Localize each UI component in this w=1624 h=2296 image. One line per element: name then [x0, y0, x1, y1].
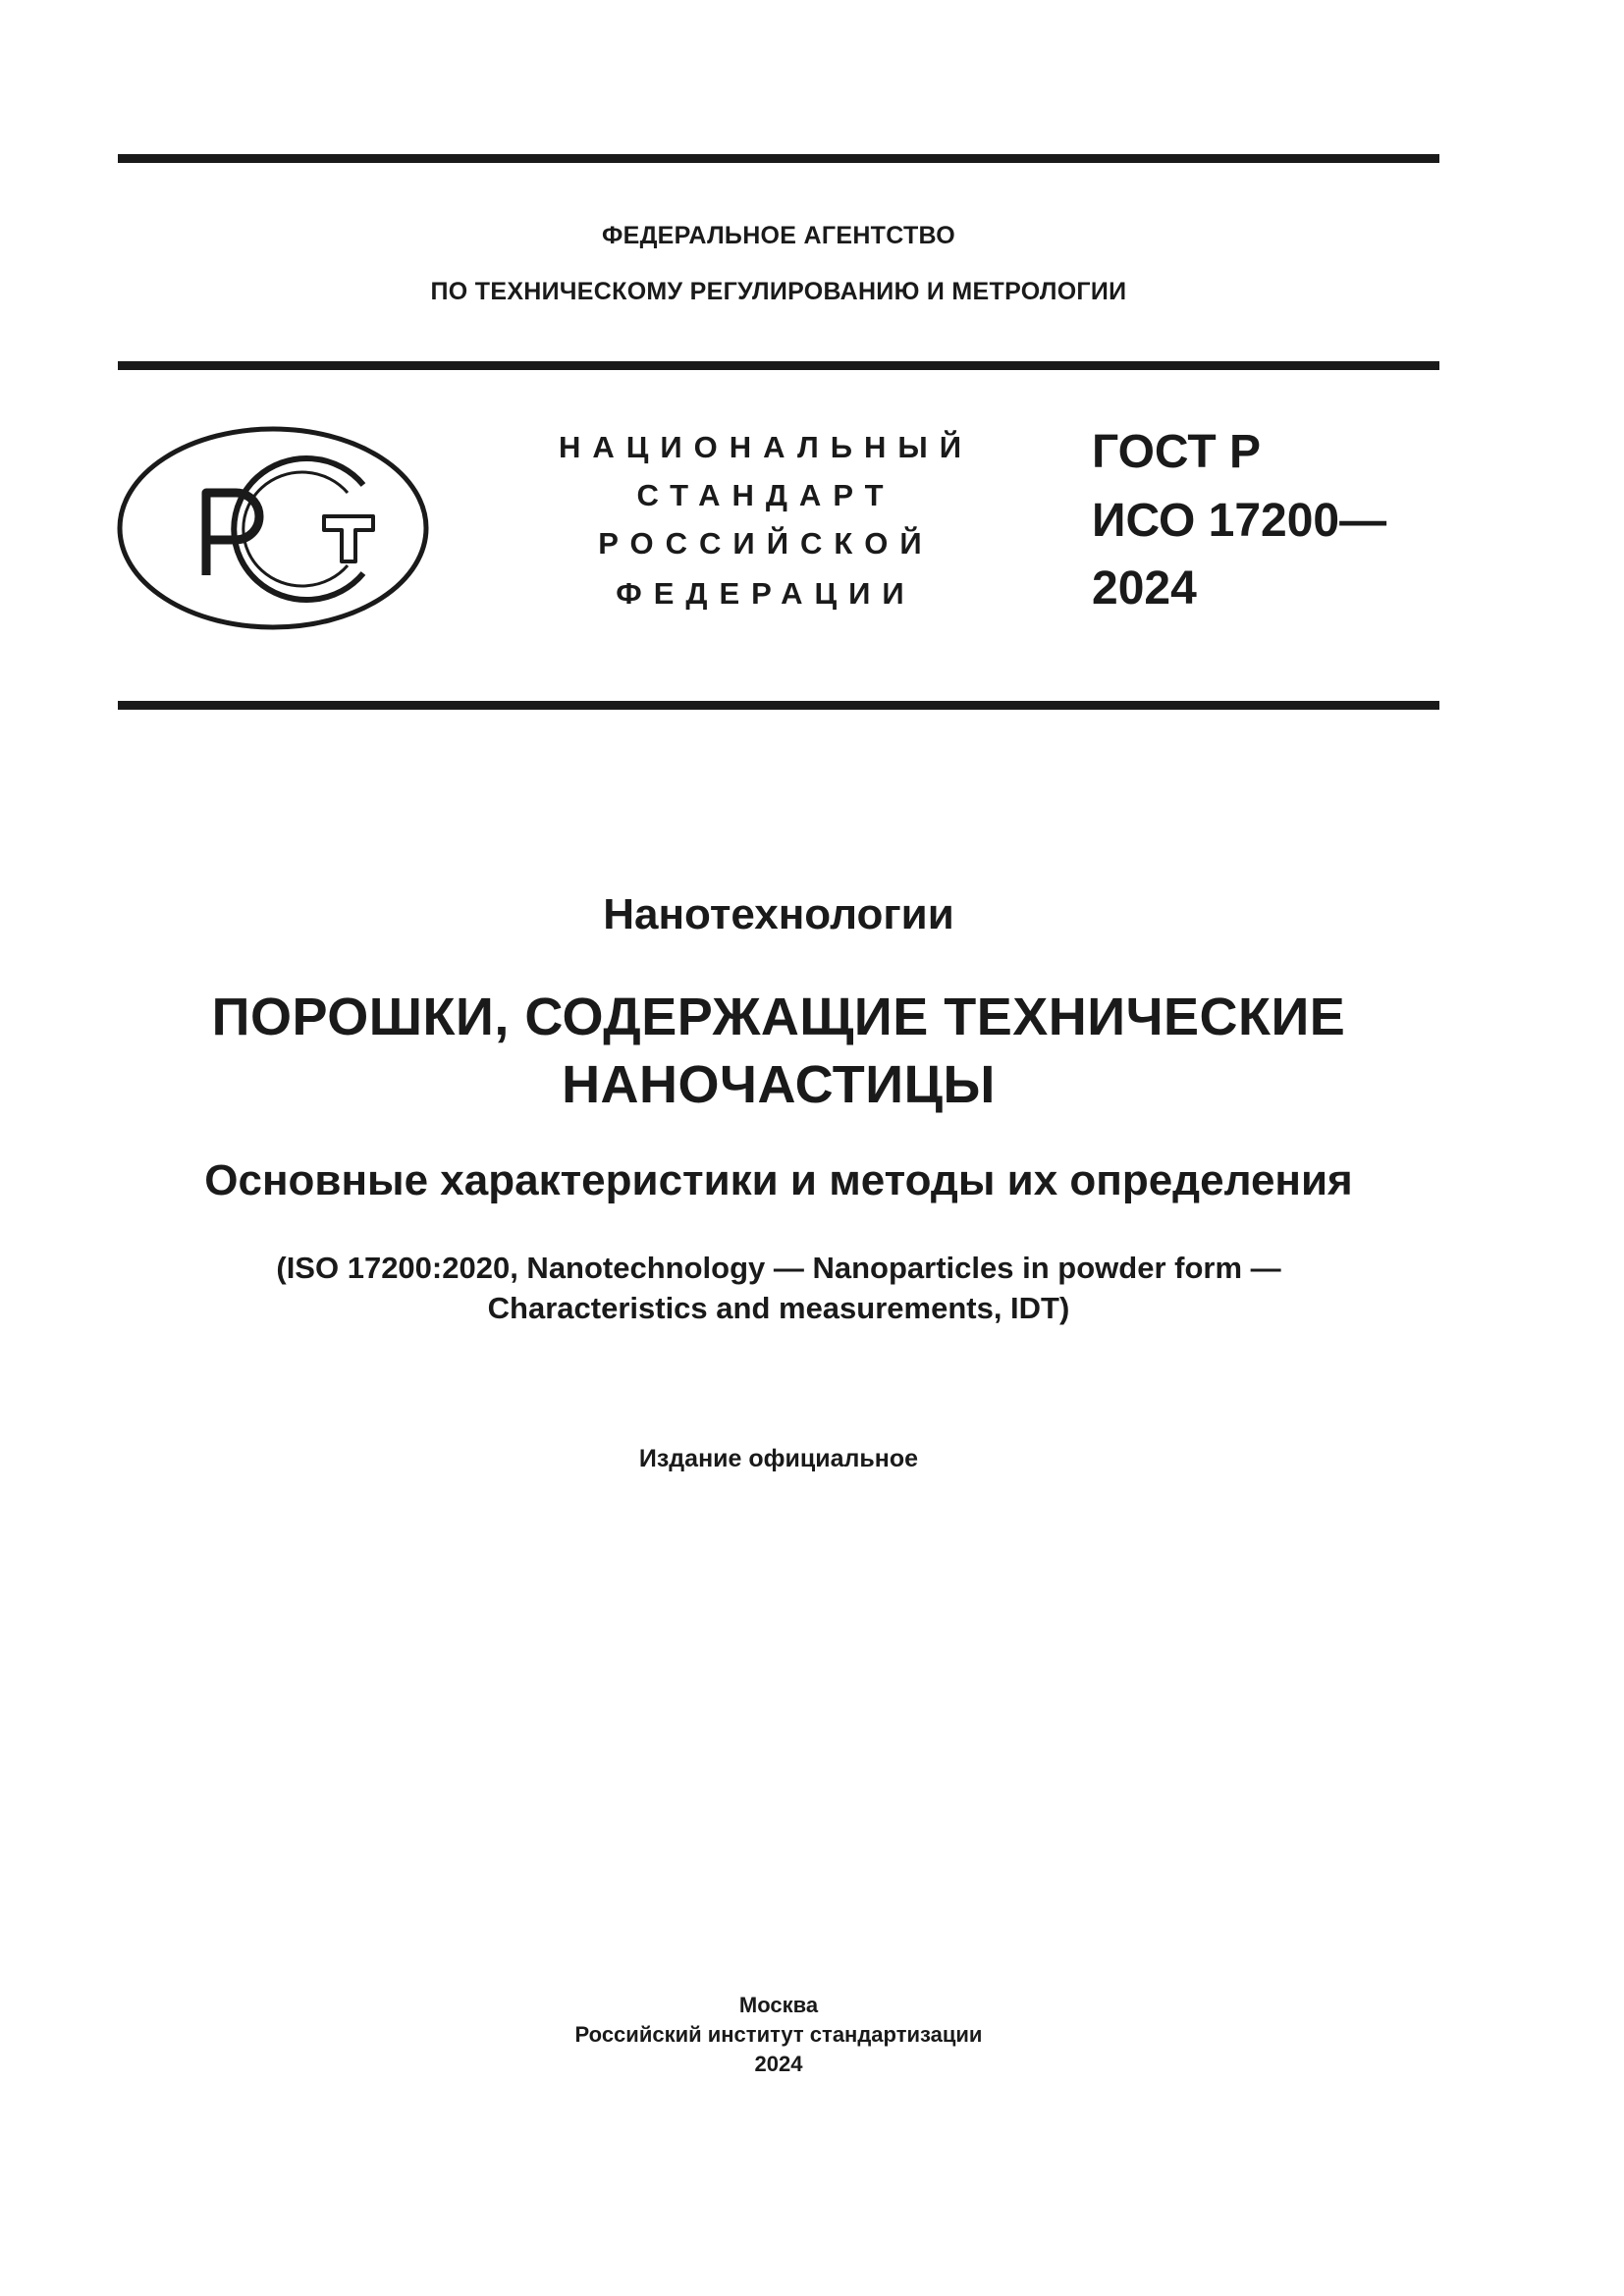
standard-type-line-3: РОССИЙСКОЙ	[598, 526, 934, 561]
designation-line-1: ГОСТ Р	[1092, 426, 1262, 478]
subtitle: Основные характеристики и методы их определения	[204, 1156, 1353, 1204]
agency-line-1: ФЕДЕРАЛЬНОЕ АГЕНТСТВО	[601, 222, 956, 249]
standard-type-line-1: НАЦИОНАЛЬНЫЙ	[558, 430, 974, 464]
agency-line-2: ПО ТЕХНИЧЕСКОМУ РЕГУЛИРОВАНИЮ И МЕТРОЛОГИИ	[430, 278, 1127, 305]
top-rule	[118, 154, 1439, 163]
original-standard-line-1: (ISO 17200:2020, Nanotechnology — Nanoparticles in powder form —	[276, 1251, 1281, 1285]
main-title-line-1: ПОРОШКИ, СОДЕРЖАЩИЕ ТЕХНИЧЕСКИЕ	[211, 988, 1346, 1046]
edition-label: Издание официальное	[638, 1445, 919, 1472]
designation-line-3: 2024	[1092, 562, 1197, 614]
original-standard-line-2: Characteristics and measurements, IDT)	[487, 1291, 1070, 1325]
logo-t-letter	[324, 516, 373, 561]
header-rule	[118, 361, 1439, 370]
main-title-line-2: НАНОЧАСТИЦЫ	[562, 1055, 996, 1114]
logo-outer-ellipse	[120, 429, 426, 627]
standard-type-line-4: ФЕДЕРАЦИИ	[616, 576, 916, 611]
imprint-city: Москва	[738, 1993, 819, 2017]
subject-heading: Нанотехнологии	[603, 890, 954, 938]
title-block-rule	[118, 701, 1439, 710]
imprint-year: 2024	[754, 2052, 803, 2076]
standard-type-line-2: СТАНДАРТ	[636, 478, 895, 512]
rst-logo-icon	[116, 424, 430, 632]
designation-line-2: ИСО 17200—	[1092, 495, 1387, 547]
imprint-publisher: Российский институт стандартизации	[574, 2022, 983, 2047]
